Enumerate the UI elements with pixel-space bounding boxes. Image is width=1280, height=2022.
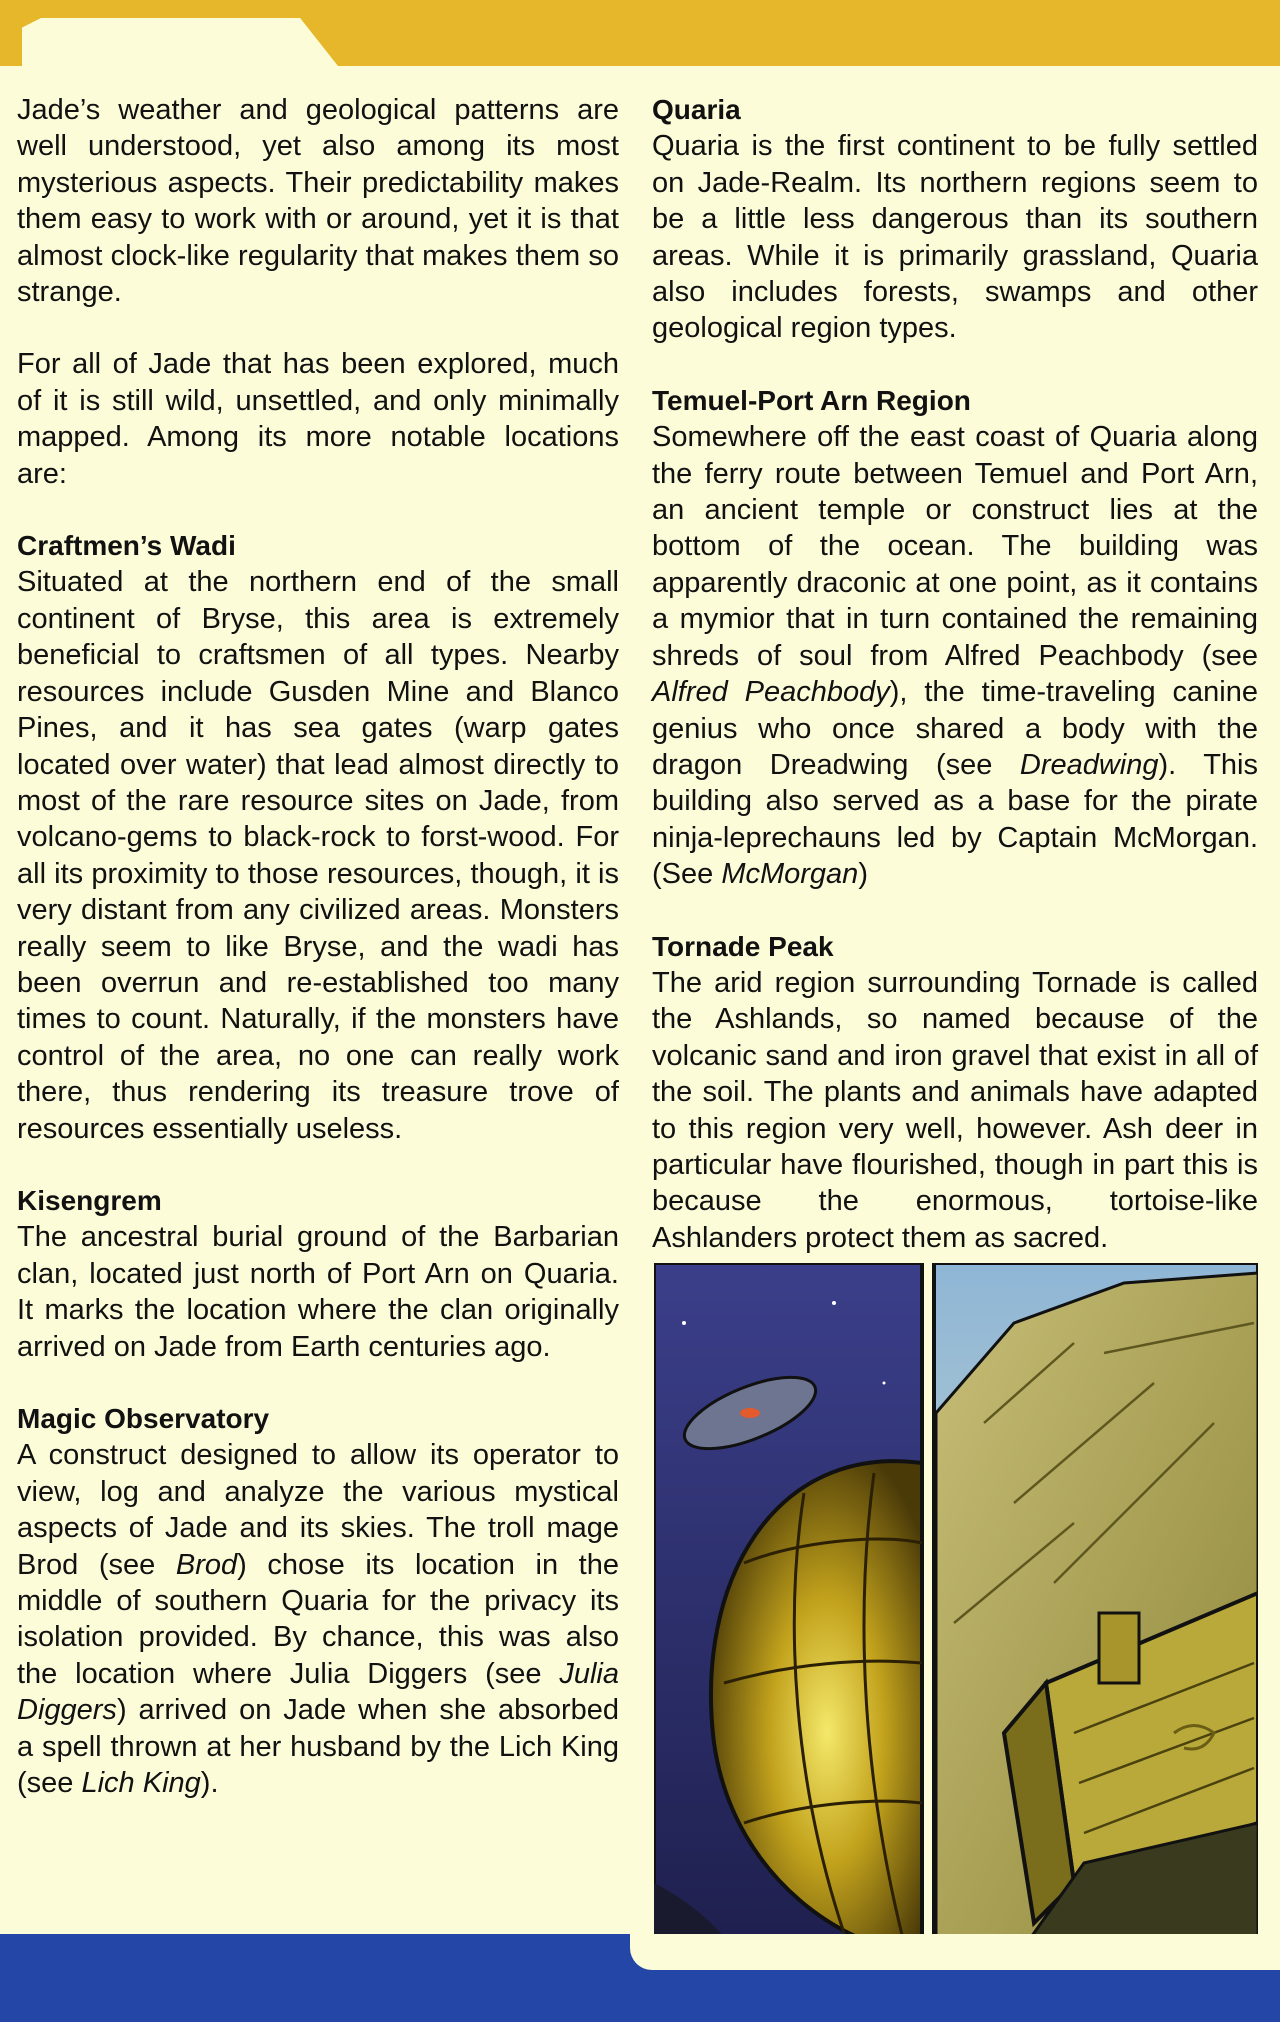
cross-reference: Dreadwing xyxy=(1019,748,1159,781)
left-column xyxy=(17,92,619,1837)
section-title: Kisengrem xyxy=(17,1184,162,1216)
section-title: Craftmen’s Wadi xyxy=(17,530,236,562)
section-body: The arid region surrounding Tornade is called the Ashlands, so named because of the volcanic sand and iron gravel that exist in all of the soil. The plants and animals have adapted to this region very well, however. Ash deer in particular have flourished, though in part this is because the enormous, tortoise-like Ashlanders protect them as sacred. xyxy=(652,966,1258,1254)
right-panel xyxy=(934,1263,1258,1961)
section-quaria xyxy=(652,92,1258,347)
right-column xyxy=(652,92,1258,1292)
section-body: The ancestral burial ground of the Barbarian clan, located just north of Port Arn on Quaria. It marks the location where the clan originally arrived on Jade from Earth centuries ago. xyxy=(17,1221,619,1363)
lead-paragraph: For all of Jade that has been explored, much of it is still wild, unsettled, and only minimally mapped. Among its more notable locations are: xyxy=(17,348,619,490)
intro-paragraph: Jade’s weather and geological patterns are well understood, yet also among its most mysterious aspects. Their predictability makes them easy to work with or around, yet it is that almost clock-like regularity that makes them so strange. xyxy=(17,94,619,309)
section-body: Somewhere off the east coast of Quaria along the ferry route between Temuel and Port Arn, an ancient temple or construct lies at the bottom of the ocean. The building was apparently draconic at one point, as it contains a mymior that in turn contained the remaining shreds of soul from Alfred Peachbody (see Alfred Peachbody), the time-traveling canine genius who once shared a body with the dragon Dreadwing (see Dreadwing). This building also served as a base for the pirate ninja-leprechauns led by Captain McMorgan. (See McMorgan) xyxy=(652,421,1258,891)
section-magic-observatory xyxy=(17,1401,619,1801)
cross-reference: Lich King xyxy=(81,1767,201,1800)
illustration-svg xyxy=(654,1263,1258,1961)
header-tab xyxy=(22,18,338,66)
section-craftmens-wadi xyxy=(17,528,619,1147)
section-temuel-port-arn xyxy=(652,383,1258,893)
section-title: Quaria xyxy=(652,94,741,125)
section-title: Magic Observatory xyxy=(17,1403,270,1434)
cross-reference: Julia Diggers xyxy=(17,1657,619,1727)
cross-reference: McMorgan xyxy=(721,858,859,891)
section-body: A construct designed to allow its operator to view, log and analyze the various mystical aspects of Jade and its skies. The troll mage Brod (see Brod) chose its location in the middle of southern Quaria for the privacy its isolation provided. By chance, this was also the location where Julia Diggers (see Julia Diggers) arrived on Jade when she absorbed a spell thrown at her husband by the Lich King (see Lich King). xyxy=(17,1439,620,1800)
section-body: Situated at the northern end of the small continent of Bryse, this area is extremely beneficial to craftsmen of all types. Nearby resources include Gusden Mine and Blanco Pines, and it has sea gates (warp gates located over water) that lead almost directly to most of the rare resource sites on Jade, from volcano-gems to black-rock to forst-wood. For all its proximity to those resources, though, it is very distant from any civilized areas. Monsters really seem to like Bryse, and the wadi has been overrun and re-established too many times to count. Naturally, if the monsters have control of the area, no one can really work there, thus rendering its treasure trove of resources essentially useless. xyxy=(17,566,619,1145)
cross-reference: Alfred Peachbody xyxy=(652,676,890,709)
cross-reference: Brod xyxy=(175,1548,238,1581)
section-title: Temuel-Port Arn Region xyxy=(652,384,971,416)
section-kisengrem xyxy=(17,1183,619,1365)
left-panel xyxy=(654,1263,922,1961)
illustration-panels xyxy=(654,1263,1258,1961)
section-tornade-peak xyxy=(652,929,1258,1257)
section-body: Quaria is the first continent to be fully settled on Jade-Realm. Its northern regions seem to be a little less dangerous than its southern areas. While it is primarily grassland, Quaria also includes forests, swamps and other geological region types. xyxy=(652,130,1258,345)
section-title: Tornade Peak xyxy=(652,930,834,962)
footer-tab xyxy=(630,1934,1280,1970)
